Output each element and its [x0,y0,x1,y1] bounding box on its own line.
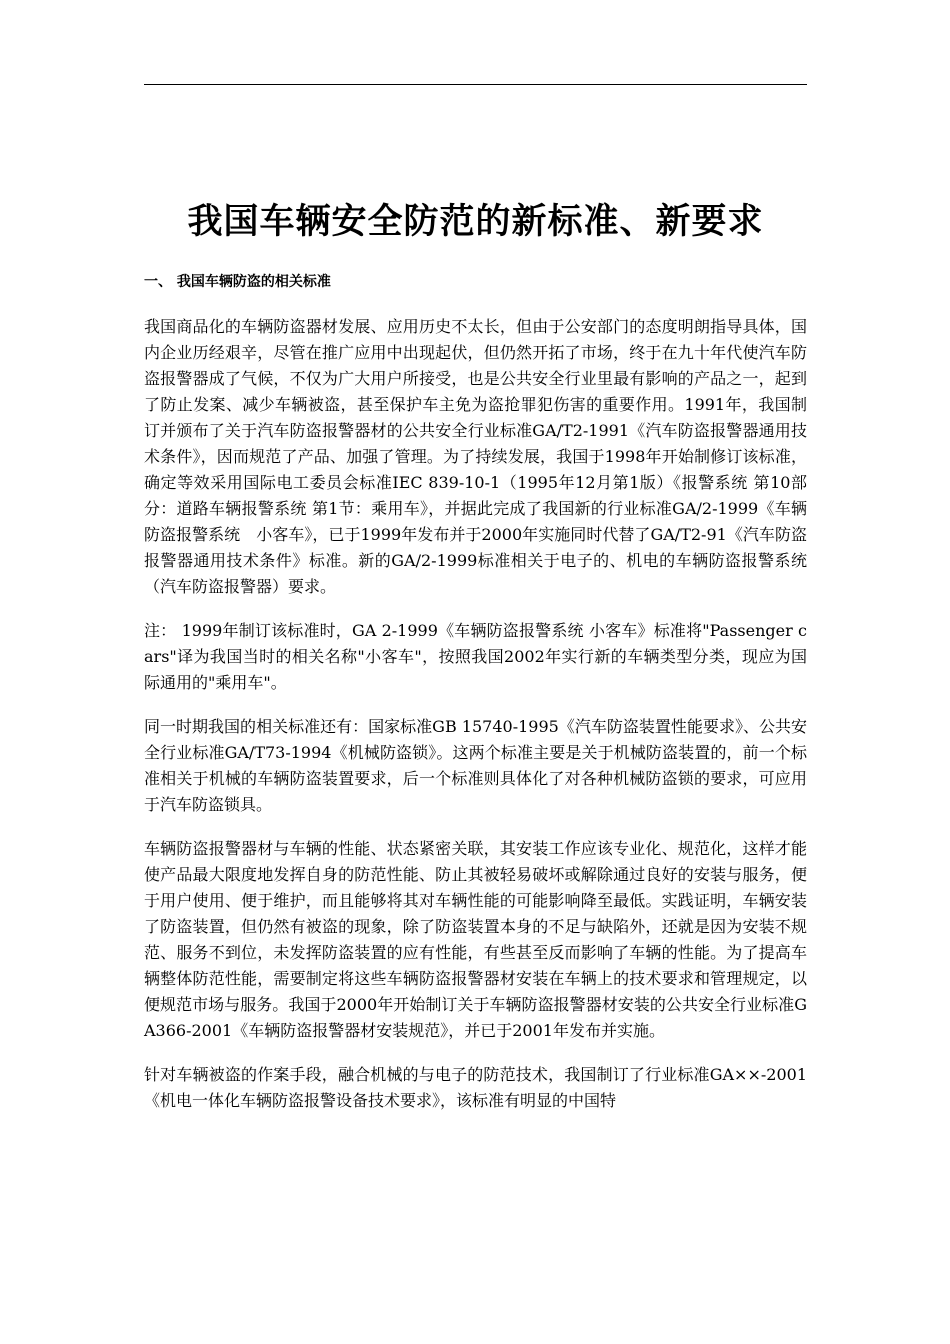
paragraph-4: 车辆防盗报警器材与车辆的性能、状态紧密关联，其安装工作应该专业化、规范化，这样才能使产品最大限度地发挥自身的防范性能、防止其被轻易破坏或解除通过良好的安装与服务，便于用户使用、便于维护，而且能够将其对车辆性能的可能影响降至最低。实践证明，车辆安装了防盗装置，但仍然有被盗的现象，除了防盗装置本身的不足与缺陷外，还就是因为安装不规范、服务不到位，未发挥防盗装置的应有性能，有些甚至反而影响了车辆的性能。为了提高车辆整体防范性能，需要制定将这些车辆防盗报警器材安装在车辆上的技术要求和管理规定，以便规范市场与服务。我国于2000年开始制订关于车辆防盗报警器材安装的公共安全行业标准GA366-2001《车辆防盗报警器材安装规范》，并已于2001年发布并实施。 [144,839,807,1040]
document-title: 我国车辆安全防范的新标准、新要求 [187,201,764,242]
paragraph-3: 同一时期我国的相关标准还有：国家标准GB 15740-1995《汽车防盗装置性能要求》、公共安全行业标准GA/T73-1994《机械防盗锁》。这两个标准主要是关于机械防盗装置的，前一个标准相关于机械的车辆防盗装置要求，后一个标准则具体化了对各种机械防盗锁的要求，可应用于汽车防盗锁具。 [144,717,807,814]
paragraph-note: 注： 1999年制订该标准时，GA 2-1999《车辆防盗报警系统 小客车》标准将"Passenger cars"译为我国当时的相关名称"小客车"，按照我国2002年实行新的车辆类型分类，现应为国际通用的"乘用车"。 [144,621,807,692]
paragraph-5: 针对车辆被盗的作案手段，融合机械的与电子的防范技术，我国制订了行业标准GA××-2001《机电一体化车辆防盗报警设备技术要求》，该标准有明显的中国特 [144,1065,807,1110]
paragraph-1: 我国商品化的车辆防盗器材发展、应用历史不太长，但由于公安部门的态度明朗指导具体，国内企业历经艰辛，尽管在推广应用中出现起伏，但仍然开拓了市场，终于在九十年代使汽车防盗报警器成了气候，不仅为广大用户所接受，也是公共安全行业里最有影响的产品之一，起到了防止发案、减少车辆被盗，甚至保护车主免为盗抢罪犯伤害的重要作用。1991年，我国制订并颁布了关于汽车防盗报警器材的公共安全行业标准GA/T2-1991《汽车防盗报警器通用技术条件》，因而规范了产品、加强了管理。为了持续发展，我国于1998年开始制修订该标准，确定等效采用国际电工委员会标准IEC 839-10-1（1995年12月第1版）《报警系统 第10部分：道路车辆报警系统 第1节：乘用车》，并据此完成了我国新的行业标准GA/2-1999《车辆防盗报警系统 小客车》，已于1999年发布并于2000年实施同时代替了GA/T2-91《汽车防盗报警器通用技术条件》标准。新的GA/2-1999标准相关于电子的、机电的车辆防盗报警系统（汽车防盗报警器）要求。 [144,317,807,596]
section-heading: 一、 我国车辆防盗的相关标准 [144,274,331,290]
header-rule [144,84,807,85]
document-body [144,314,807,1132]
